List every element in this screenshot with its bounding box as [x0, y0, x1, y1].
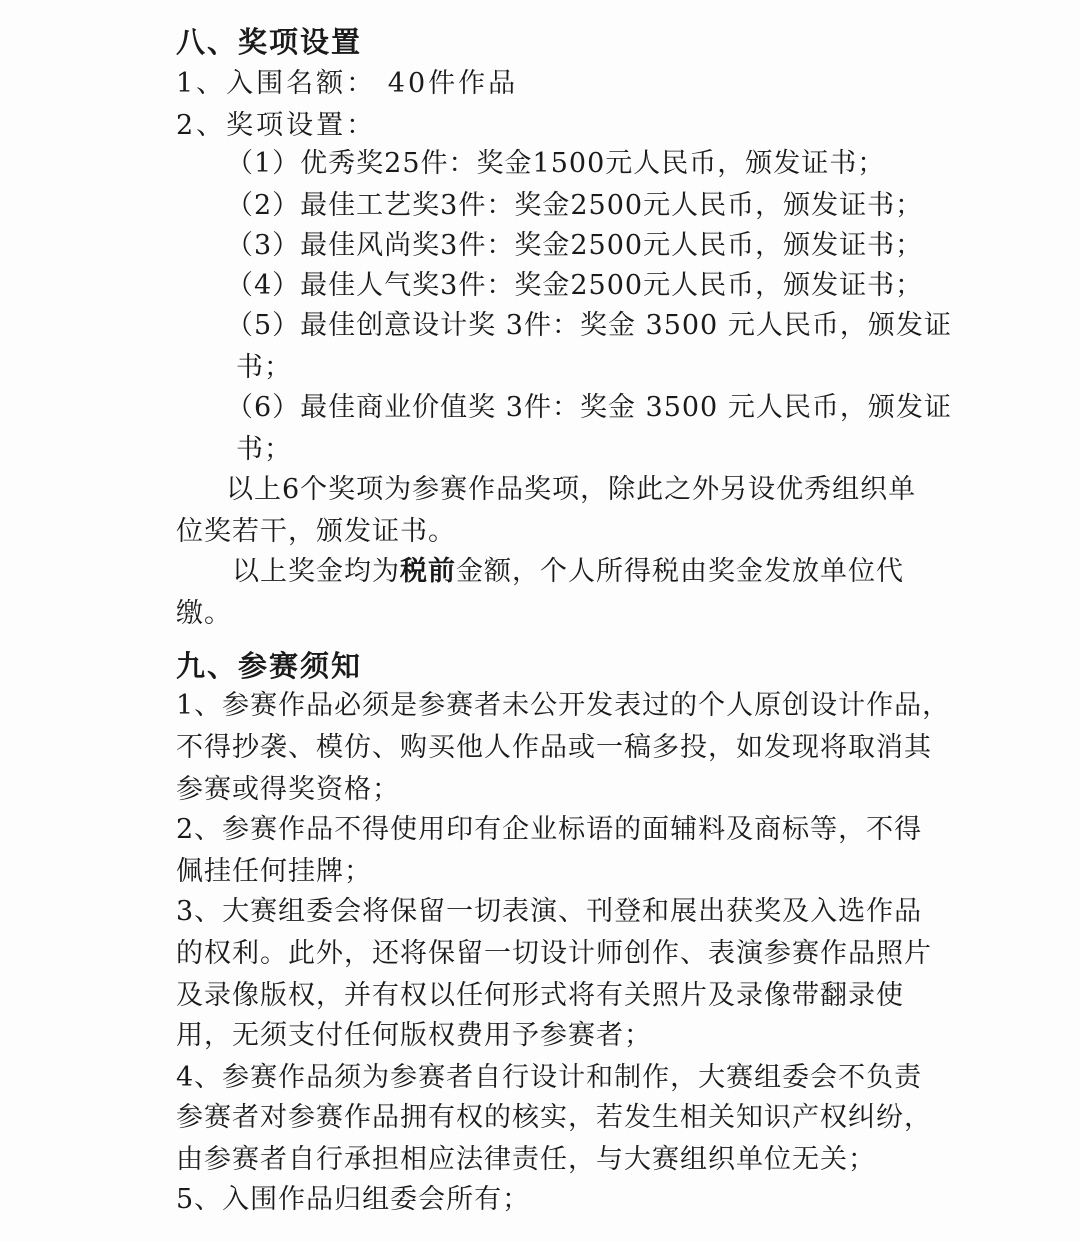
rule-3-line-4: 用，无须支付任何版权费用予参赛者； — [176, 1020, 652, 1051]
award-item-3: （3）最佳风尚奖3件：奖金2500元人民币，颁发证书； — [226, 230, 924, 261]
rule-1-line-2: 不得抄袭、模仿、购买他人作品或一稿多投，如发现将取消其 — [176, 732, 932, 763]
award-note-1-cont: 位奖若干，颁发证书。 — [176, 516, 456, 547]
rule-4-line-1: 4、参赛作品须为参赛者自行设计和制作，大赛组委会不负责 — [176, 1062, 923, 1093]
rule-4-line-2: 参赛者对参赛作品拥有权的核实，若发生相关知识产权纠纷， — [176, 1102, 932, 1133]
award-item-2: （2）最佳工艺奖3件：奖金2500元人民币，颁发证书； — [226, 190, 924, 221]
entry-quota-line: 1、入围名额： 40件作品 — [176, 68, 519, 99]
pre-tax-emphasis: 税前 — [400, 556, 456, 587]
award-item-4: （4）最佳人气奖3件：奖金2500元人民币，颁发证书； — [226, 270, 924, 301]
award-item-1: （1）优秀奖25件：奖金1500元人民币，颁发证书； — [226, 148, 886, 179]
award-note-2-post: 金额，个人所得税由奖金发放单位代 — [456, 556, 904, 587]
award-note-2-cont: 缴。 — [176, 598, 232, 629]
rule-5-line-1: 5、入围作品归组委会所有； — [176, 1184, 531, 1215]
award-setup-line: 2、奖项设置： — [176, 110, 377, 141]
rule-1-line-1: 1、参赛作品必须是参赛者未公开发表过的个人原创设计作品， — [176, 690, 951, 721]
award-item-6: （6）最佳商业价值奖 3件：奖金 3500 元人民币，颁发证 — [226, 392, 952, 423]
rule-1-line-3: 参赛或得奖资格； — [176, 774, 400, 805]
award-item-6-cont: 书； — [236, 434, 292, 465]
award-item-5-cont: 书； — [236, 352, 292, 383]
award-note-2-pre: 以上奖金均为 — [232, 556, 400, 587]
rule-3-line-2: 的权利。此外，还将保留一切设计师创作、表演参赛作品照片 — [176, 938, 932, 969]
section-9-heading: 九、参赛须知 — [176, 649, 363, 683]
rule-2-line-1: 2、参赛作品不得使用印有企业标语的面辅料及商标等，不得 — [176, 814, 923, 845]
award-note-2 — [232, 552, 904, 592]
award-item-5: （5）最佳创意设计奖 3件：奖金 3500 元人民币，颁发证 — [226, 310, 952, 341]
rule-2-line-2: 佩挂任何挂牌； — [176, 856, 372, 887]
section-8-heading: 八、奖项设置 — [176, 25, 363, 59]
rule-3-line-3: 及录像版权，并有权以任何形式将有关照片及录像带翻录使 — [176, 980, 904, 1011]
rule-4-line-3: 由参赛者自行承担相应法律责任，与大赛组织单位无关； — [176, 1144, 876, 1175]
award-note-1: 以上6个奖项为参赛作品奖项，除此之外另设优秀组织单 — [226, 474, 917, 505]
rule-3-line-1: 3、大赛组委会将保留一切表演、刊登和展出获奖及入选作品 — [176, 896, 923, 927]
